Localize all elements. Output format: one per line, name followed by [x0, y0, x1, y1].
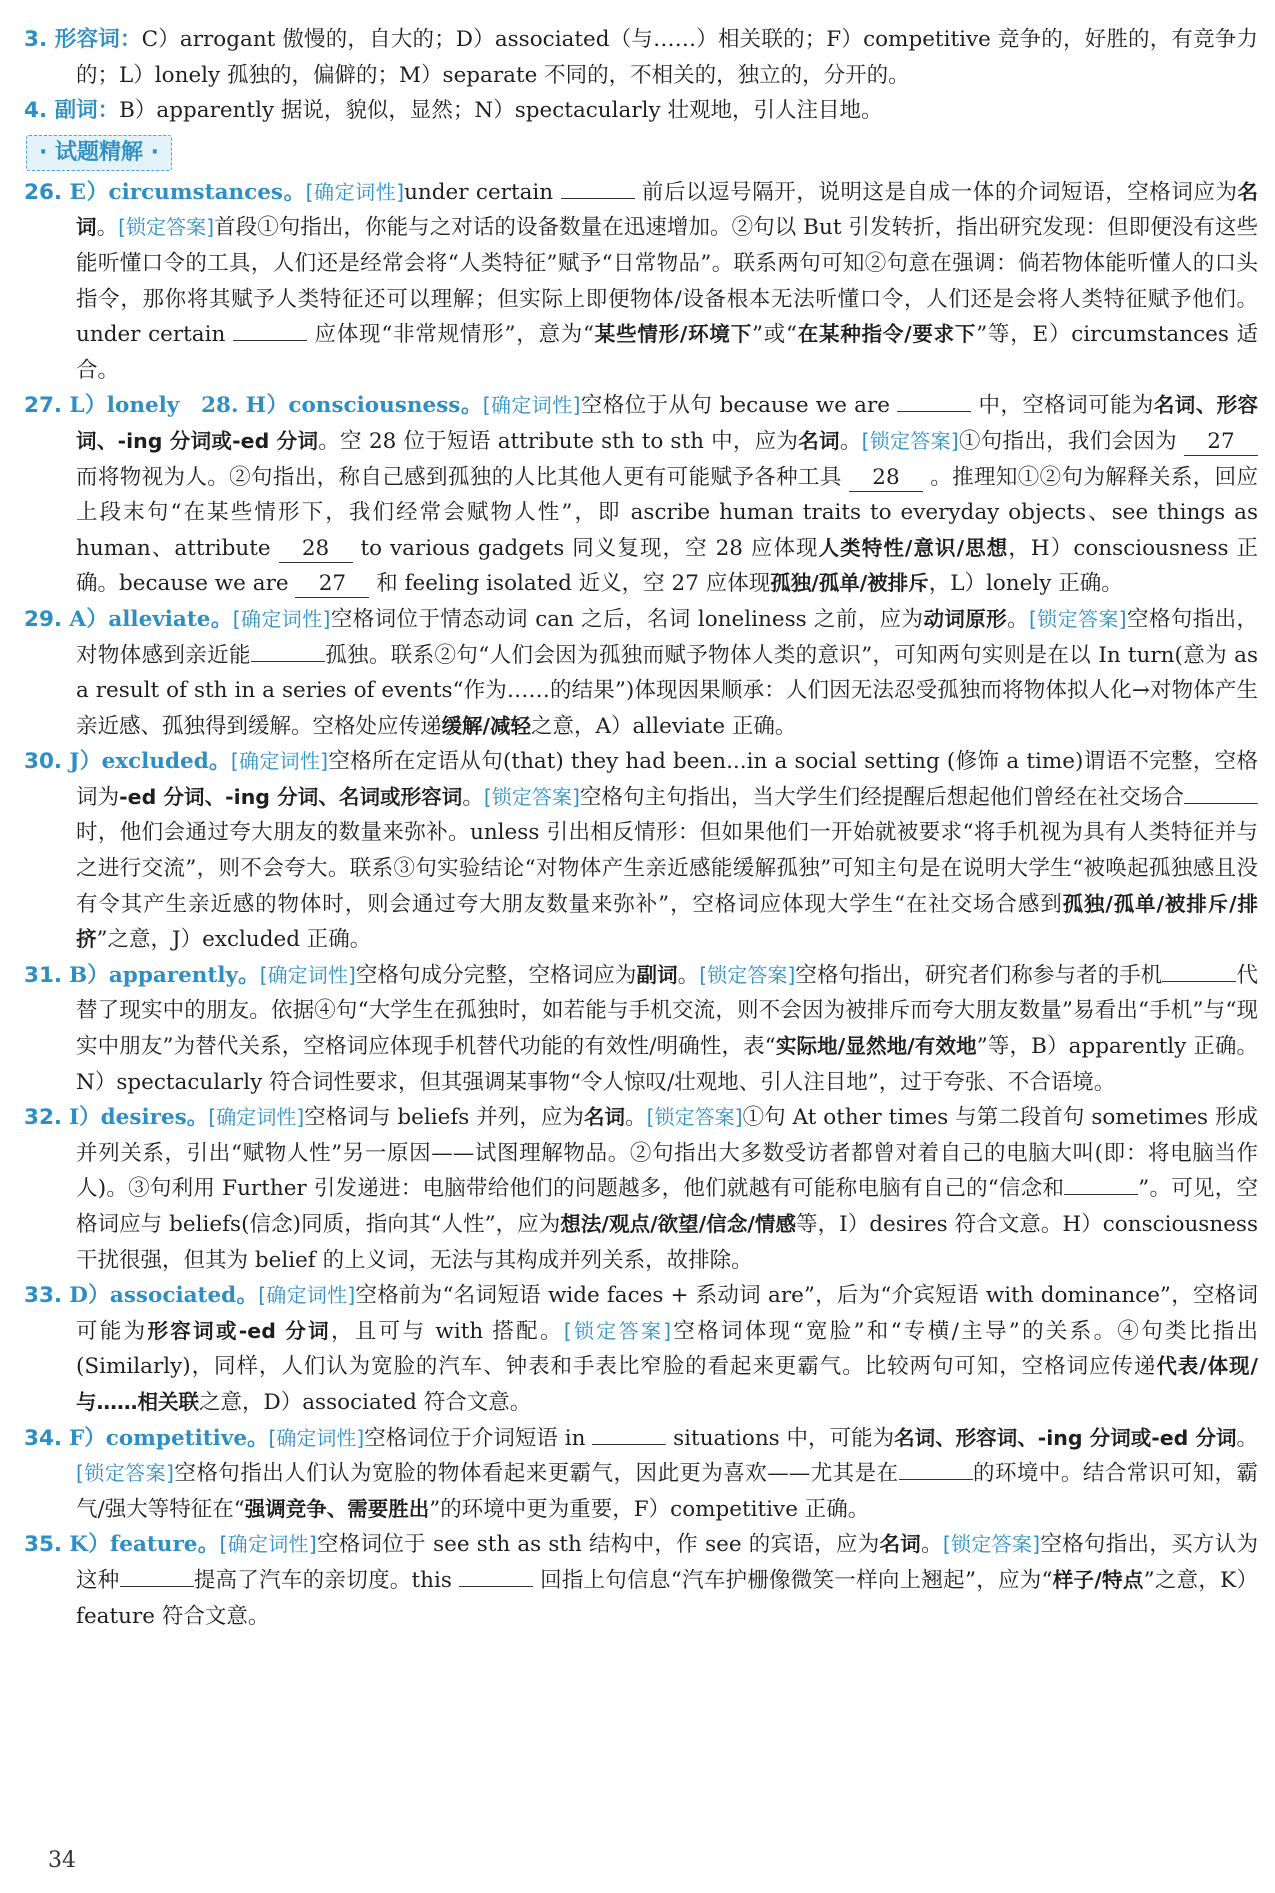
blank	[251, 661, 325, 662]
answer-tag: [锁定答案]	[1028, 606, 1127, 631]
emphasis: 形容词或-ed 分词	[147, 1318, 331, 1343]
item-answer-head: B）apparently。	[69, 962, 260, 988]
text: 应体现“非常规情形”，意为“	[306, 322, 595, 348]
pos-tag: [确定词性]	[268, 1425, 365, 1450]
item-answer-head: K）feature。	[69, 1532, 220, 1558]
pos-tag: [确定词性]	[259, 962, 356, 987]
blank-28: 28	[849, 465, 923, 492]
vocab-text: C）arrogant 傲慢的，自大的；D）associated（与……）相关联的；F）competitive 竞争的，好胜的，有竞争力的；L）lonely 孤独的，偏僻的；M）separate 不同的，不相关的，独立的，分开的。	[76, 27, 1258, 88]
item-number: 33.	[24, 1283, 63, 1309]
emphasis: 样子/特点	[1052, 1567, 1144, 1592]
emphasis: 孤独/孤单/被排斥/排挤	[76, 891, 1258, 952]
answer-tag: [锁定答案]	[646, 1105, 743, 1130]
item-answer-head: F）competitive。	[68, 1425, 269, 1451]
emphasis: 代表/体现/与……相关联	[76, 1354, 1258, 1414]
item-number: 34.	[24, 1425, 63, 1451]
emphasis: 人类特性/意识/思想	[818, 535, 1009, 560]
emphasis: 动词原形	[923, 606, 1008, 631]
text: 回指上句信息“汽车护栅像微笑一样向上翘起”，应为“	[533, 1567, 1053, 1593]
pos-tag: [确定词性]	[219, 1532, 317, 1557]
emphasis: 名词、形容词、-ing 分词或-ed 分词	[76, 393, 1259, 453]
text: 。	[839, 428, 862, 454]
blank	[1162, 981, 1236, 982]
vocab-label: 3. 形容词：	[24, 27, 142, 52]
item-answer-head: H）consciousness。	[245, 393, 483, 419]
text: 提高了汽车的亲切度。this	[193, 1567, 459, 1593]
text: ，H）consciousness 正确。because we are	[76, 535, 1258, 597]
emphasis: 名词	[76, 179, 1258, 240]
emphasis: 想法/观点/欲望/信念/情感	[560, 1212, 797, 1236]
item-number: 29.	[24, 606, 63, 632]
blank	[592, 1444, 666, 1445]
text: 空格句指出，对物体感到亲近能	[76, 606, 1259, 668]
answer-tag: [锁定答案]	[483, 784, 580, 809]
vocab-label: 4. 副词：	[24, 98, 120, 124]
blank	[897, 411, 971, 412]
blank	[1064, 1194, 1138, 1195]
text: 。	[462, 784, 484, 810]
text: situations 中，可能为	[666, 1425, 895, 1451]
text: ”等，B）apparently 正确。N）spectacularly 符合词性要求，但其强调某事物“令人惊叹/壮观地、引人注目地”，过于夸张、不合语境。	[76, 1034, 1258, 1095]
blank	[899, 1479, 973, 1480]
text: 时，他们会通过夸大朋友的数量来弥补。unless 引出相反情形：但如果他们一开始就被要求“将手机视为具有人类特征并与之进行交流”，则不会夸大。联系③句实验结论“对物体产生亲近感能缓解孤独”可知主句是在说明大学生“被唤起孤独感且没有令其产生亲近感的物体时，则会通过夸大朋友数量来弥补”，空格词应体现大学生“在社交场合感到	[76, 820, 1258, 917]
emphasis: 副词	[636, 962, 678, 987]
text: ”或“	[751, 322, 797, 348]
pos-tag: [确定词性]	[482, 393, 581, 418]
answer-tag: [锁定答案]	[563, 1318, 672, 1343]
blank	[561, 198, 635, 199]
pos-tag: [确定词性]	[230, 749, 329, 774]
item-number: 35.	[24, 1532, 63, 1558]
blank	[459, 1586, 533, 1587]
blank	[233, 340, 307, 341]
answer-tag: [锁定答案]	[699, 962, 796, 987]
text: 空格词位于介词短语 in	[364, 1425, 593, 1451]
text: 。	[677, 962, 700, 988]
text: ，且可与 with 搭配。	[330, 1318, 564, 1344]
text: ”的环境中更为重要，F）competitive 正确。	[429, 1496, 870, 1522]
text: ”之意，J）excluded 正确。	[96, 927, 372, 953]
text: 。	[96, 215, 119, 241]
text: 之意，D）associated 符合文意。	[199, 1389, 532, 1415]
section-header	[26, 135, 1258, 171]
text: ①句指出，我们会因为	[958, 428, 1184, 454]
page-number: 34	[48, 1848, 76, 1873]
text: 空格前为“名词短语 wide faces + 系动词 are”，后为“介宾短语 with dominance”，空格词可能为	[76, 1283, 1258, 1344]
text: 的环境中。结合常识可知，霸气/强大等特征在“	[76, 1461, 1258, 1522]
text: 。	[921, 1532, 943, 1558]
text: 孤独。联系②句“人们会因为孤独而赋予物体人类的意识”，可知两句实则是在以 In turn(意为 as a result of sth in a series of events“作为……的结果”)体现因果顺承：人们因无法忍受孤独而将物体拟人化→对物体产生亲近感、孤独得到缓解。空格处应传递	[76, 642, 1258, 739]
pos-tag: [确定词性]	[305, 179, 405, 204]
answer-tag: [锁定答案]	[861, 428, 959, 453]
emphasis: 名词	[798, 428, 840, 453]
text: 首段①句指出，你能与之对话的设备数量在迅速增加。②句以 But 引发转折，指出研究发现：但即便没有这些能听懂口令的工具，人们还是经常会将“人类特征”赋予“日常物品”。联系两句可知②句意在强调：倘若物体能听懂人的口头指令，那你将其赋予人类特征还可以理解；但实际上即便物体/设备根本无法听懂口令，人们还是会将人类特征赋予他们。under certain	[76, 215, 1258, 348]
answer-tag: [锁定答案]	[942, 1532, 1041, 1557]
emphasis: 名词	[584, 1105, 626, 1130]
text: 等，I）desires 符合文意。H）consciousness 干扰很强，但其为 belief 的上义词，无法与其构成并列关系，故排除。	[76, 1212, 1258, 1273]
item-35	[24, 1527, 1258, 1634]
text: ①句 At other times 与第二段首句 sometimes 形成并列关系，引出“赋物人性”另一原因——试图理解物品。②句指出大多数受访者都曾对着自己的电脑大叫(即：将电脑当作人)。③句利用 Further 引发递进：电脑带给他们的问题越多，他们就越有可能称电脑有自己的“信念和	[76, 1105, 1259, 1202]
item-number: 26.	[24, 179, 63, 205]
text: 和 feeling isolated 近义，空 27 应体现	[369, 571, 771, 597]
text: 空格词位于情态动词 can 之后，名词 loneliness 之前，应为	[330, 606, 924, 632]
item-number: 32.	[24, 1105, 63, 1131]
blank-28: 28	[279, 536, 353, 563]
answer-tag: [锁定答案]	[118, 215, 215, 240]
text: 代替了现实中的朋友。依据④句“大学生在孤独时，如若能与手机交流，则不会因为被排斥而夸大朋友数量”易看出“手机”与“现实中朋友”为替代关系，空格词应体现手机替代功能的有效性/明确性，表“	[76, 962, 1258, 1060]
item-number: 30.	[24, 749, 63, 775]
item-26	[24, 175, 1258, 389]
emphasis: 实际地/显然地/有效地	[775, 1034, 977, 1059]
item-number: 28.	[201, 393, 239, 419]
text: ”等，E）circumstances 适合。	[76, 322, 1258, 383]
item-30	[24, 744, 1258, 958]
emphasis: 孤独/孤单/被排斥	[770, 571, 929, 596]
blank-27: 27	[1184, 429, 1258, 456]
blank	[1184, 803, 1258, 804]
text: ”之意，K）feature 符合文意。	[76, 1567, 1258, 1629]
text: ，L）lonely 正确。	[928, 571, 1123, 597]
item-answer-head: D）associated。	[69, 1283, 259, 1309]
text: 空格句指出，研究者们称参与者的手机	[795, 962, 1163, 988]
text: under certain	[404, 179, 561, 205]
text: 空格词位于 see sth as sth 结构中，作 see 的宾语，应为	[316, 1532, 880, 1558]
emphasis: 强调竞争、需要胜出	[244, 1496, 430, 1521]
text: 空格位于从句 because we are	[580, 393, 898, 419]
text: 。	[1236, 1425, 1258, 1451]
item-34	[24, 1421, 1258, 1528]
content	[24, 22, 1258, 1634]
item-31	[24, 958, 1258, 1100]
item-32	[24, 1100, 1258, 1278]
text: 之意，A）alleviate 正确。	[531, 713, 797, 739]
vocab-adjectives	[24, 22, 1258, 93]
text: 。空 28 位于短语 attribute sth to sth 中，应为	[318, 428, 799, 454]
blank	[120, 1586, 194, 1587]
item-answer-head: L）lonely	[69, 393, 180, 419]
pos-tag: [确定词性]	[232, 606, 331, 631]
text: ”。可见，空格词应与 beliefs(信念)同质，指向其“人性”，应为	[76, 1176, 1258, 1237]
item-27-28	[24, 388, 1258, 602]
text: 空格句主句指出，当大学生们经提醒后想起他们曾经在社交场合	[579, 784, 1184, 810]
pos-tag: [确定词性]	[208, 1105, 305, 1130]
emphasis: 名词、形容词、-ing 分词或-ed 分词	[894, 1425, 1237, 1450]
text: 。推理知①②句为解释关系，回应上段末句“在某些情形下，我们经常会赋物人性”，即 ascribe human traits to everyday objects、see things as human、attribute	[76, 464, 1259, 561]
emphasis: -ed 分词、-ing 分词、名词或形容词	[119, 784, 463, 809]
text: 。	[625, 1105, 647, 1131]
text: 中，空格词可能为	[971, 393, 1154, 419]
text: 空格所在定语从句(that) they had been...in a social setting (修饰 a time)谓语不完整，空格词为	[76, 749, 1258, 810]
item-answer-head: A）alleviate。	[69, 606, 233, 632]
pos-tag: [确定词性]	[258, 1283, 356, 1308]
item-answer-head: E）circumstances。	[69, 179, 306, 205]
text: 空格词与 beliefs 并列，应为	[304, 1105, 584, 1131]
text: to various gadgets 同义复现，空 28 应体现	[352, 535, 819, 561]
text: 前后以逗号隔开，说明这是自成一体的介词短语，空格词应为	[634, 179, 1238, 205]
text: 。	[1007, 606, 1029, 632]
item-answer-head: I）desires。	[68, 1105, 209, 1131]
text: 而将物视为人。②句指出，称自己感到孤独的人比其他人更有可能赋予各种工具	[76, 464, 849, 490]
vocab-text: B）apparently 据说，貌似，显然；N）spectacularly 壮观地，引人注目地。	[119, 98, 883, 124]
item-number: 27.	[24, 393, 63, 419]
emphasis: 缓解/减轻	[441, 713, 532, 738]
item-answer-head: J）excluded。	[69, 749, 231, 775]
item-33	[24, 1278, 1258, 1420]
emphasis: 名词	[879, 1532, 922, 1557]
text: 空格句成分完整，空格词应为	[355, 962, 637, 988]
blank-27: 27	[295, 571, 369, 598]
text: 空格句指出，买方认为这种	[76, 1532, 1259, 1593]
vocab-adverbs	[24, 93, 1258, 129]
section-title: · 试题精解 ·	[26, 135, 172, 171]
item-number: 31.	[24, 962, 63, 988]
answer-tag: [锁定答案]	[76, 1461, 174, 1486]
emphasis: 在某种指令/要求下	[797, 322, 977, 347]
text: 空格句指出人们认为宽脸的物体看起来更霸气，因此更为喜欢——尤其是在	[173, 1461, 899, 1487]
text: 空格词体现“宽脸”和“专横/主导”的关系。④句类比指出(Similarly)，同样，人们认为宽脸的汽车、钟表和手表比窄脸的看起来更霸气。比较两句可知，空格词应传递	[76, 1318, 1259, 1380]
emphasis: 某些情形/环境下	[594, 322, 752, 347]
item-29	[24, 602, 1258, 744]
